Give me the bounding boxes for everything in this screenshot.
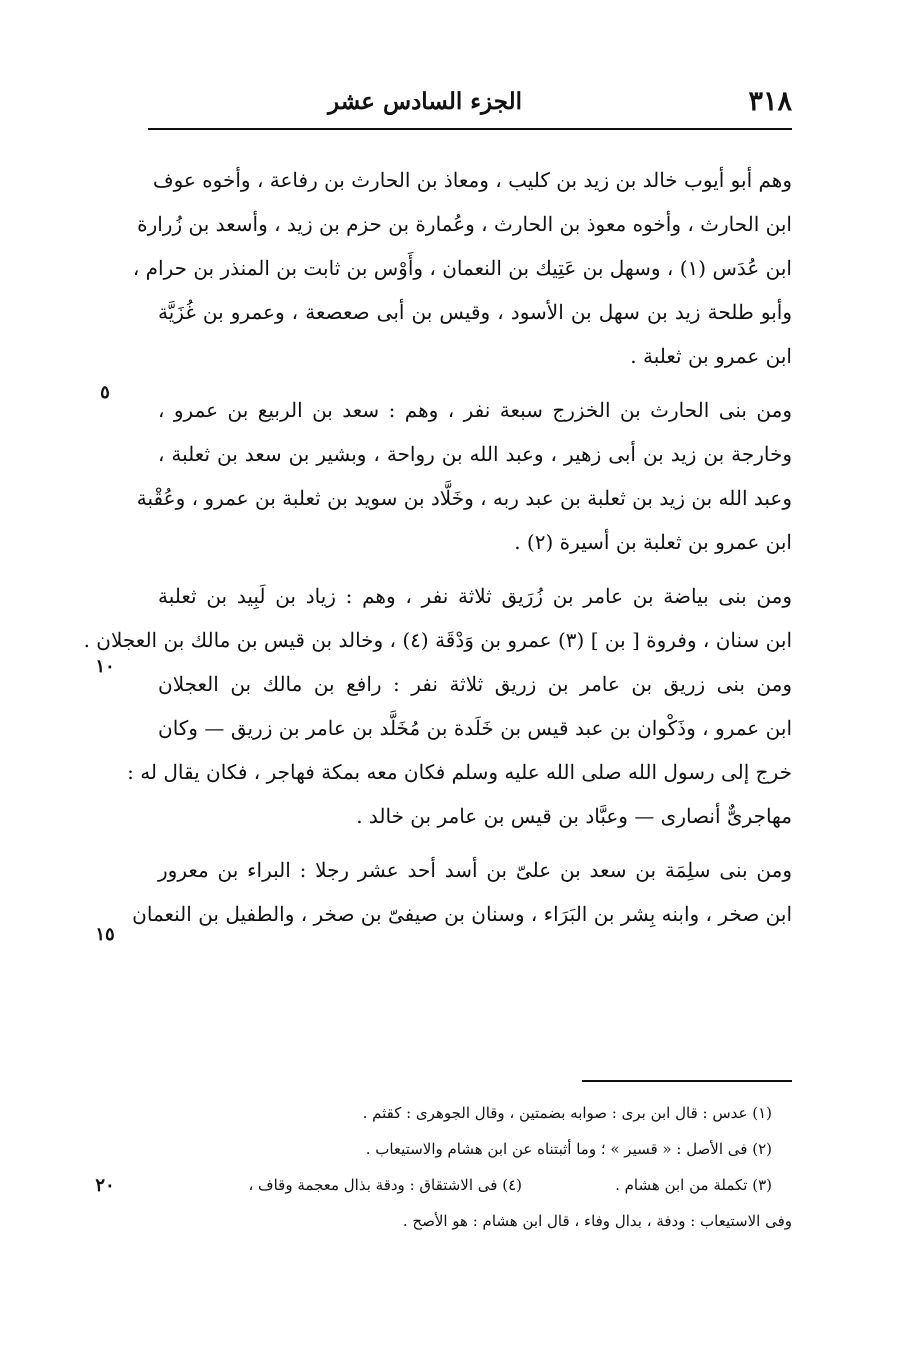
footnote-1: (١) عدس : قال ابن برى : صوابه بضمتين ، وقال الجوهرى : كقثم .	[362, 1104, 772, 1122]
footnotes	[158, 1095, 792, 1239]
page-number: ٣١٨	[748, 86, 792, 117]
line-number-20: ٢٠	[95, 1175, 115, 1196]
text-line: وأبو طلحة زيد بن سهل بن الأسود ، وقيس بن أبى صعصعة ، وعمرو بن غُزَيَّة	[158, 300, 793, 324]
header-rule	[148, 128, 792, 130]
paragraph-gap	[158, 838, 792, 848]
text-line: خرج إلى رسول الله صلى الله عليه وسلم فكان معه بمكة فهاجر ، فكان يقال له :	[127, 760, 792, 784]
footnote-rule	[582, 1080, 792, 1082]
text-line: ومن بنى الحارث بن الخزرج سبعة نفر ، وهم : سعد بن الربيع بن عمرو ،	[158, 398, 792, 422]
footnote-2: (٢) فى الأصل : « قسير » ؛ وما أثبتناه عن ابن هشام والاستيعاب .	[365, 1140, 772, 1158]
footnote-row	[158, 1167, 792, 1203]
text-line: ابن سنان ، وفروة [ بن ] (٣) عمرو بن وَدْقَة (٤) ، وخالد بن قيس بن مالك بن العجلان .	[83, 628, 792, 652]
text-line: ابن عمرو بن ثعلبة .	[630, 344, 792, 368]
text-line: مهاجرىٌّ أنصارى — وعبَّاد بن قيس بن عامر بن خالد .	[356, 804, 792, 828]
page-header	[148, 80, 792, 126]
footnote-4: (٤) فى الاشتقاق : ودقة بذال معجمة وقاف ،	[248, 1176, 522, 1194]
footnote-4-continued: وفى الاستيعاب : ودفة ، بدال وفاء ، قال ابن هشام : هو الأصح .	[402, 1212, 792, 1230]
line-number-5: ٥	[100, 382, 110, 403]
text-line: ابن الحارث ، وأخوه معوذ بن الحارث ، وعُمارة بن حزم بن زيد ، وأسعد بن زُرارة	[137, 212, 792, 236]
line-number-10: ١٠	[95, 656, 115, 677]
text-line: وعبد الله بن زيد بن ثعلبة بن عبد ربه ، وخَلَّاد بن سويد بن ثعلبة بن عمرو ، وعُقْبة	[136, 486, 792, 510]
text-line: وهم أبو أيوب خالد بن زيد بن كليب ، ومعاذ بن الحارث بن رفاعة ، وأخوه عوف	[152, 168, 792, 192]
text-line: ومن بنى سلِمَة بن سعد بن علىّ بن أسد أحد عشر رجلا : البراء بن معرور	[158, 858, 792, 882]
paragraph-gap	[158, 378, 792, 388]
text-line: ومن بنى زريق بن عامر بن زريق ثلاثة نفر : رافع بن مالك بن العجلان	[158, 672, 792, 696]
line-number-margin	[80, 0, 130, 1361]
text-line: وخارجة بن زيد بن أبى زهير ، وعبد الله بن رواحة ، وبشير بن سعد بن ثعلبة ،	[158, 442, 792, 466]
footnote-3: (٣) تكملة من ابن هشام .	[615, 1176, 772, 1194]
paragraph-gap	[158, 564, 792, 574]
running-head: الجزء السادس عشر	[328, 88, 522, 115]
text-line: ابن عمرو بن ثعلبة بن أسيرة (٢) .	[514, 530, 792, 554]
line-number-15: ١٥	[95, 924, 115, 945]
text-line: ابن عمرو ، وذَكْوان بن عبد قيس بن خَلَدة بن مُخَلَّد بن عامر بن زريق — وكان	[158, 716, 792, 740]
text-line: ابن صخر ، وابنه بِشر بن البَرَاء ، وسنان بن صيفىّ بن صخر ، والطفيل بن النعمان	[132, 902, 792, 926]
text-line: ابن عُدَس (١) ، وسهل بن عَتِيك بن النعمان ، وأَوْس بن ثابت بن المنذر بن حرام ،	[132, 256, 792, 280]
text-line: ومن بنى بياضة بن عامر بن زُرَيق ثلاثة نفر ، وهم : زياد بن لَبِيد بن ثعلبة	[158, 584, 792, 608]
